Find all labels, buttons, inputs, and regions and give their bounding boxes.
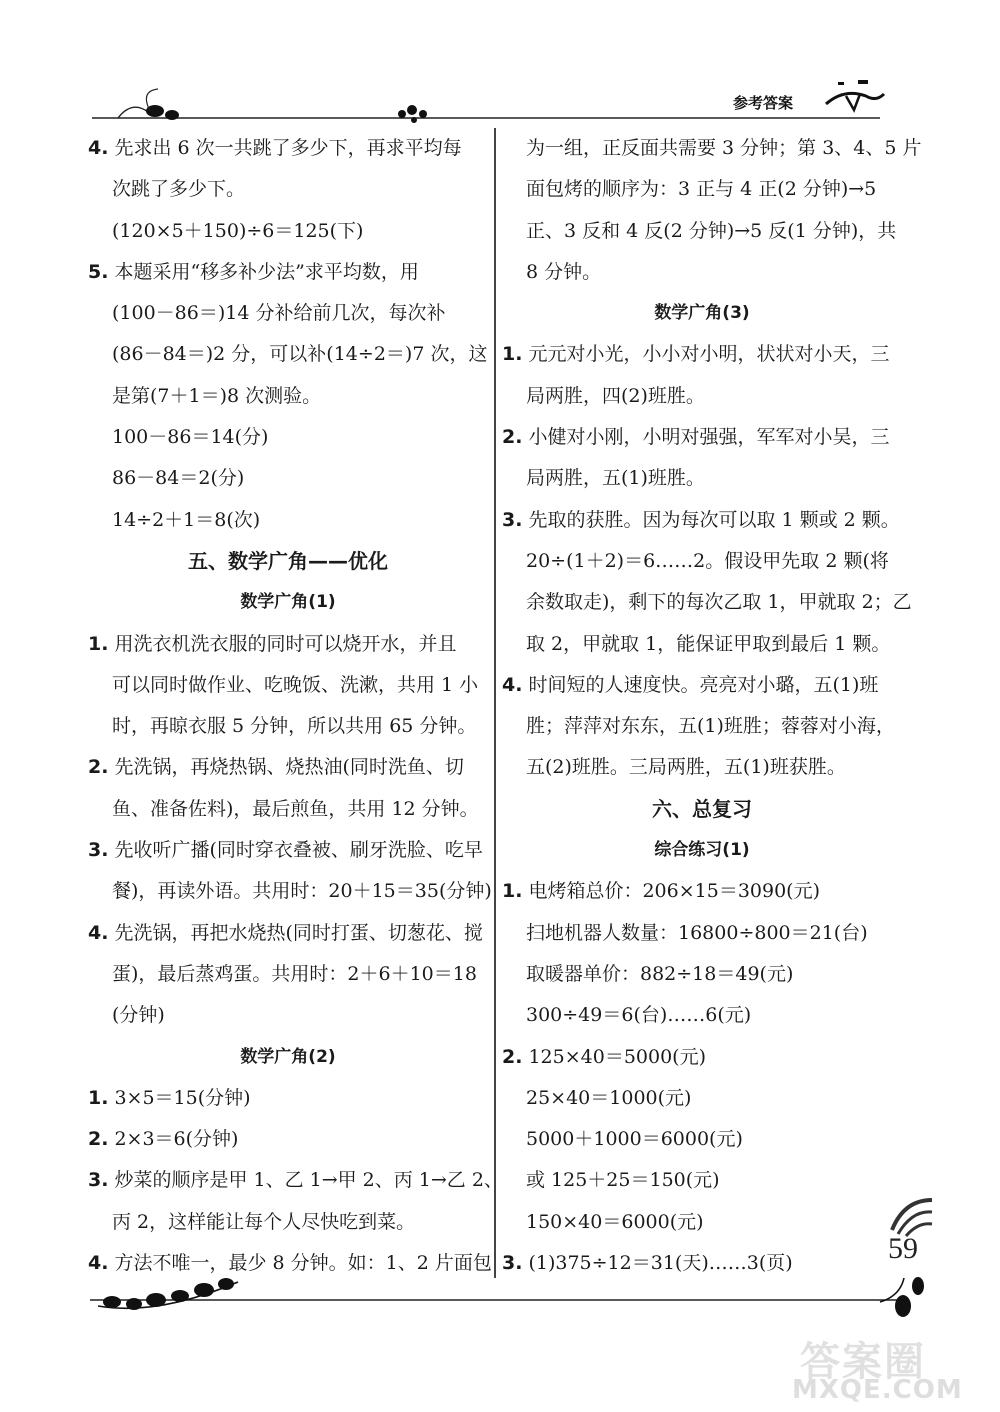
item-text: 先取的获胜。因为每次可以取 1 颗或 2 颗。 [528,508,900,531]
answer-line: (100－86＝)14 分补给前几次，每次补 [112,302,446,325]
item-number: 4. [88,1252,109,1275]
answer-line: 25×40＝1000(元) [526,1086,692,1109]
item-number: 2. [88,1128,109,1151]
item-number: 1. [88,1086,109,1109]
section-heading: 六、总复习 [652,796,752,821]
answer-line: 扫地机器人数量：16800÷800＝21(台) [526,921,868,944]
answer-line: 8 分钟。 [526,260,602,283]
item-text: 小健对小刚，小明对强强，军军对小吴，三 [528,426,890,449]
answer-line: 或 125＋25＝150(元) [526,1169,720,1192]
answer-line: 余数取走)，剩下的每次乙取 1，甲就取 2；乙 [526,591,912,614]
answer-line: 5000＋1000＝6000(元) [526,1128,743,1151]
answer-item [502,871,902,912]
left-column [88,128,503,1284]
item-number: 3. [502,1252,523,1275]
answer-line: 300÷49＝6(台)……6(元) [526,1004,752,1027]
item-text: (1)375÷12＝31(天)……3(页) [528,1252,793,1275]
item-text: 本题采用“移多补少法”求平均数，用 [114,260,419,283]
answer-line: 胜；萍萍对东东，五(1)班胜；蓉蓉对小海， [526,715,895,738]
answer-item [88,128,488,169]
answer-line: (120×5＋150)÷6＝125(下) [112,219,364,242]
item-text: 炒菜的顺序是甲 1、乙 1→甲 2、丙 1→乙 2、 [114,1169,503,1192]
item-number: 1. [502,343,523,366]
header-label: 参考答案 [733,94,794,112]
answer-item [502,500,902,541]
item-text: 用洗衣机洗衣服的同时可以烧开水，并且 [114,632,457,655]
item-text: 125×40＝5000(元) [528,1045,706,1068]
answer-item [88,747,488,788]
item-text: 时间短的人速度快。亮亮对小璐，五(1)班 [528,673,879,696]
answer-line: 丙 2，这样能让每个人尽快吃到菜。 [112,1210,416,1233]
item-number: 4. [502,673,523,696]
item-number: 3. [88,1169,109,1192]
answer-line: 是第(7＋1＝)8 次测验。 [112,384,322,407]
answer-item [502,334,902,375]
item-number: 2. [88,756,109,779]
item-text: 先洗锅，再把水烧热(同时打蛋、切葱花、搅 [114,921,483,944]
answer-line: 正、3 反和 4 反(2 分钟)→5 反(1 分钟)，共 [526,219,897,242]
answer-item [88,1078,488,1119]
item-number: 1. [88,632,109,655]
answer-line: 蛋)，最后蒸鸡蛋。共用时：2＋6＋10＝18 [112,962,477,985]
answer-line: 五(2)班胜。三局两胜，五(1)班获胜。 [526,756,846,779]
answer-line: 20÷(1＋2)＝6……2。假设甲先取 2 颗(将 [526,549,889,572]
top-vine-decoration [0,0,1000,140]
item-number: 3. [88,839,109,862]
answer-line: 次跳了多少下。 [112,178,246,201]
answer-item [502,417,902,458]
answer-line: 为一组，正反面共需要 3 分钟；第 3、4、5 片 [526,137,922,159]
item-number: 2. [502,1045,523,1068]
answer-line: (86－84＝)2 分，可以补(14÷2＝)7 次，这 [112,343,488,366]
subsection-heading: 数学广角(2) [240,1046,336,1067]
answer-line: 取 2，甲就取 1，能保证甲取到最后 1 颗。 [526,632,891,655]
answer-item [502,1037,902,1078]
answer-item [88,913,488,954]
item-text: 元元对小光，小小对小明，状状对小天，三 [528,343,890,366]
item-number: 5. [88,260,109,283]
answer-line: 14÷2＋1＝8(次) [112,508,261,531]
answer-line: 可以同时做作业、吃晚饭、洗漱，共用 1 小 [112,673,479,696]
answer-line: 局两胜，四(2)班胜。 [526,384,705,407]
answer-item [88,252,488,293]
subsection-heading: 数学广角(1) [240,592,336,613]
answer-line: 餐)，再读外语。共用时：20＋15＝35(分钟) [112,880,492,903]
answer-line: 取暖器单价：882÷18＝49(元) [526,962,794,985]
page-number: 59 [888,1232,918,1265]
section-heading: 五、数学广角——优化 [188,548,388,573]
answer-item [88,1119,488,1160]
answer-line: 86－84＝2(分) [112,467,245,490]
answer-line: 鱼、准备佐料)，最后煎鱼，共用 12 分钟。 [112,797,479,820]
answer-item [502,665,902,706]
answer-line: 面包烤的顺序为：3 正与 4 正(2 分钟)→5 [526,178,877,201]
item-text: 先收听广播(同时穿衣叠被、刷牙洗脸、吃早 [114,839,483,862]
watermark-logo: 答案圈 [800,1339,926,1385]
subsection-heading: 数学广角(3) [654,303,750,324]
item-text: 先求出 6 次一共跳了多少下，再求平均每 [114,137,462,159]
item-text: 3×5＝15(分钟) [114,1086,251,1109]
subsection-heading: 综合练习(1) [654,840,750,861]
answer-line: (分钟) [112,1004,165,1027]
item-number: 4. [88,921,109,944]
answer-item [88,830,488,871]
item-number: 2. [502,426,523,449]
answer-item [88,624,488,665]
answer-line: 150×40＝6000(元) [526,1210,704,1233]
item-text: 2×3＝6(分钟) [114,1128,239,1151]
answer-item [88,1160,503,1201]
item-text: 方法不唯一，最少 8 分钟。如：1、2 片面包 [114,1252,492,1275]
item-text: 电烤箱总价：206×15＝3090(元) [528,880,820,903]
item-number: 3. [502,508,523,531]
watermark-url: MXQE.COM [792,1375,963,1405]
item-text: 先洗锅，再烧热锅、烧热油(同时洗鱼、切 [114,756,464,779]
item-number: 4. [88,137,109,159]
item-number: 1. [502,880,523,903]
answer-line: 时，再晾衣服 5 分钟，所以共用 65 分钟。 [112,715,477,738]
answer-line: 100－86＝14(分) [112,426,269,449]
column-divider [494,128,496,1278]
answer-line: 局两胜，五(1)班胜。 [526,467,705,490]
